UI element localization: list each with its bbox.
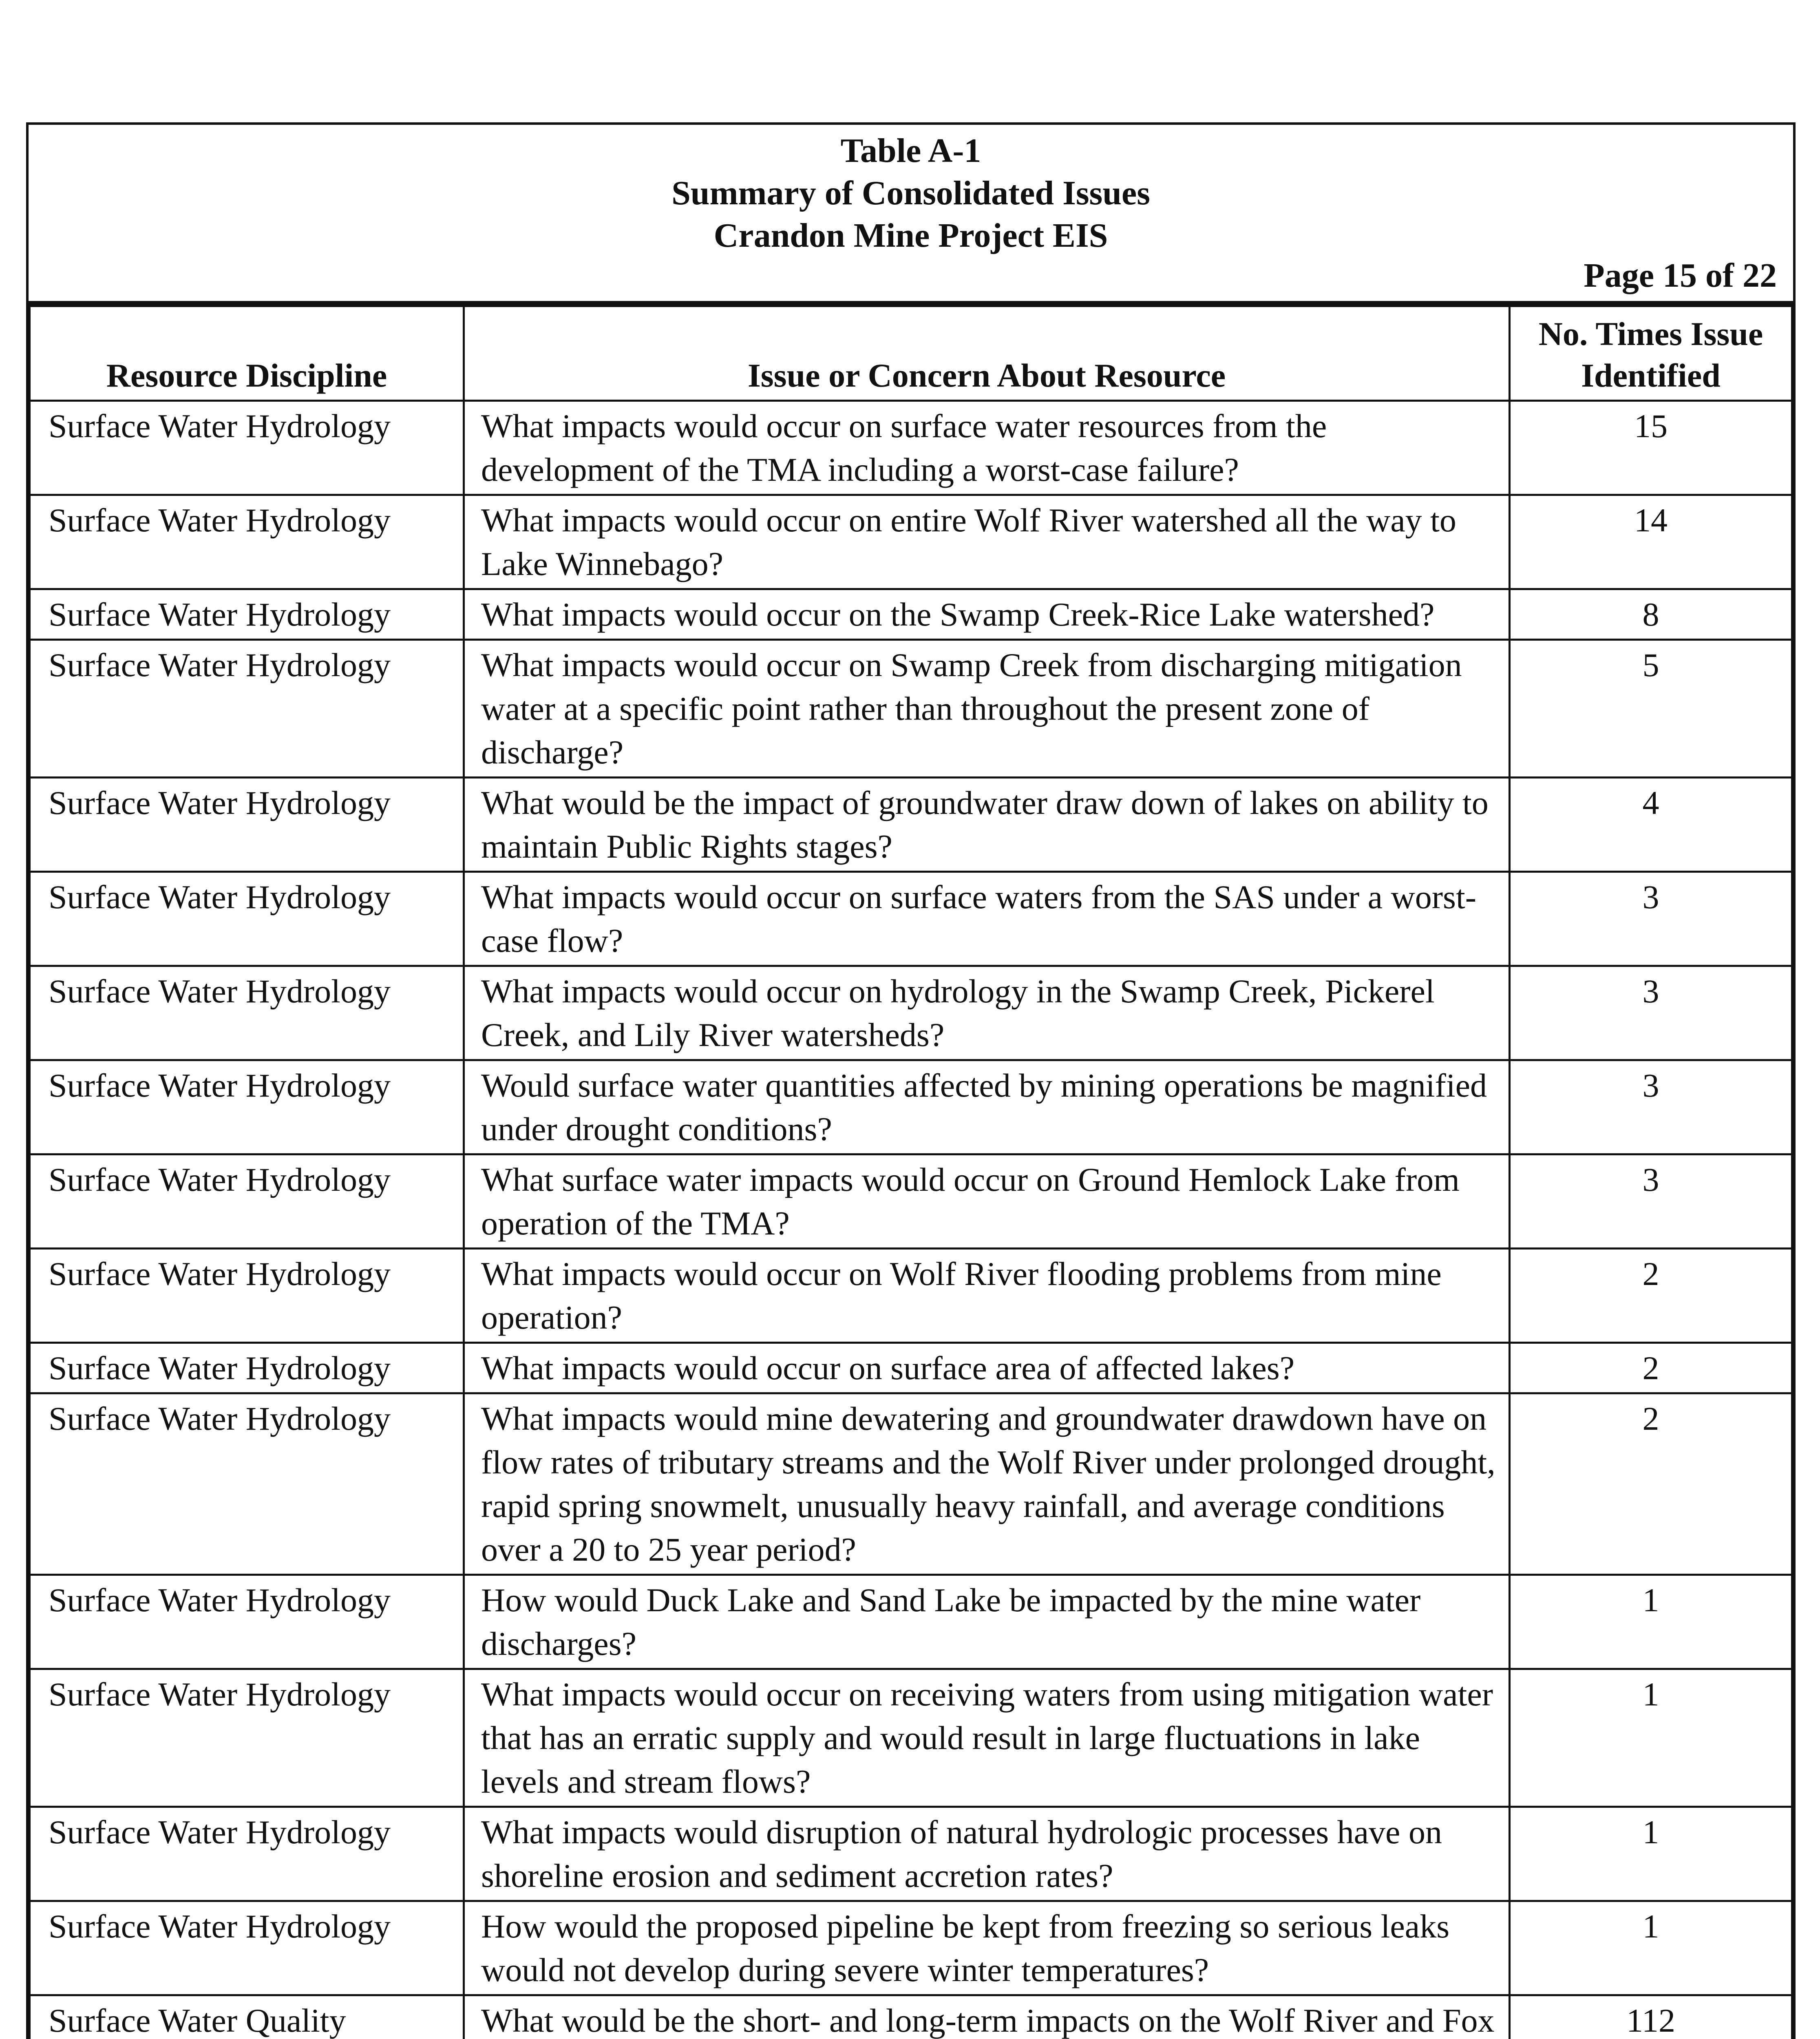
table-row — [30, 1575, 1792, 1669]
issues-table-frame — [26, 122, 1796, 2039]
discipline-cell: Surface Water Hydrology — [30, 1343, 464, 1393]
issue-cell: How would the proposed pipeline be kept from freezing so serious leaks would not develop during severe winter temperatures? — [464, 1901, 1510, 1995]
table-row — [30, 1669, 1792, 1807]
issue-cell: What impacts would occur on receiving waters from using mitigation water that has an erratic supply and would result in large fluctuations in lake levels and stream flows? — [464, 1669, 1510, 1807]
count-cell: 15 — [1510, 401, 1792, 495]
table-row — [30, 495, 1792, 589]
table-row — [30, 966, 1792, 1060]
discipline-cell: Surface Water Hydrology — [30, 1901, 464, 1995]
count-cell: 3 — [1510, 1154, 1792, 1249]
count-cell: 112 — [1510, 1995, 1792, 2039]
table-row — [30, 589, 1792, 640]
count-cell: 3 — [1510, 872, 1792, 966]
issue-cell: What impacts would occur on the Swamp Creek-Rice Lake watershed? — [464, 589, 1510, 640]
count-cell: 14 — [1510, 495, 1792, 589]
issue-cell: What impacts would occur on surface waters from the SAS under a worst-case flow? — [464, 872, 1510, 966]
issue-cell: Would surface water quantities affected by mining operations be magnified under drought conditions? — [464, 1060, 1510, 1154]
count-cell: 1 — [1510, 1669, 1792, 1807]
discipline-cell: Surface Water Quality — [30, 1995, 464, 2039]
discipline-cell: Surface Water Hydrology — [30, 966, 464, 1060]
count-cell: 2 — [1510, 1343, 1792, 1393]
discipline-cell: Surface Water Hydrology — [30, 1807, 464, 1901]
discipline-cell: Surface Water Hydrology — [30, 640, 464, 778]
discipline-cell: Surface Water Hydrology — [30, 778, 464, 872]
count-cell: 4 — [1510, 778, 1792, 872]
issue-cell: What impacts would occur on surface area of affected lakes? — [464, 1343, 1510, 1393]
discipline-cell: Surface Water Hydrology — [30, 1154, 464, 1249]
discipline-cell: Surface Water Hydrology — [30, 1669, 464, 1807]
issue-cell: What impacts would occur on hydrology in the Swamp Creek, Pickerel Creek, and Lily River watersheds? — [464, 966, 1510, 1060]
table-row — [30, 1901, 1792, 1995]
count-cell: 8 — [1510, 589, 1792, 640]
table-row — [30, 872, 1792, 966]
issues-table — [29, 305, 1793, 2039]
issue-cell: How would Duck Lake and Sand Lake be impacted by the mine water discharges? — [464, 1575, 1510, 1669]
count-cell: 2 — [1510, 1249, 1792, 1343]
table-row — [30, 1807, 1792, 1901]
discipline-cell: Surface Water Hydrology — [30, 1393, 464, 1575]
discipline-cell: Surface Water Hydrology — [30, 589, 464, 640]
table-row — [30, 778, 1792, 872]
discipline-cell: Surface Water Hydrology — [30, 495, 464, 589]
count-cell: 2 — [1510, 1393, 1792, 1575]
count-cell: 1 — [1510, 1901, 1792, 1995]
issue-cell: What surface water impacts would occur on Ground Hemlock Lake from operation of the TMA? — [464, 1154, 1510, 1249]
issue-cell: What impacts would occur on Swamp Creek from discharging mitigation water at a specific point rather than throughout the present zone of discharge? — [464, 640, 1510, 778]
discipline-cell: Surface Water Hydrology — [30, 1575, 464, 1669]
discipline-cell: Surface Water Hydrology — [30, 1060, 464, 1154]
header-times-identified: No. Times Issue Identified — [1510, 306, 1792, 401]
header-issue-or-concern: Issue or Concern About Resource — [464, 306, 1510, 401]
issue-cell: What would be the impact of groundwater draw down of lakes on ability to maintain Public Rights stages? — [464, 778, 1510, 872]
count-cell: 1 — [1510, 1807, 1792, 1901]
page-count: Page 15 of 22 — [1584, 257, 1777, 294]
table-number: Table A-1 — [840, 132, 981, 170]
count-cell: 1 — [1510, 1575, 1792, 1669]
table-header-row — [30, 306, 1792, 401]
issue-cell: What impacts would mine dewatering and groundwater drawdown have on flow rates of tributary streams and the Wolf River under prolonged drought, rapid spring snowmelt, unusually heavy rainfall, and average conditions over a 20 to 25 year period? — [464, 1393, 1510, 1575]
table-row — [30, 1249, 1792, 1343]
count-cell: 5 — [1510, 640, 1792, 778]
table-title-block — [29, 125, 1793, 305]
issue-cell: What impacts would disruption of natural hydrologic processes have on shoreline erosion and sediment accretion rates? — [464, 1807, 1510, 1901]
count-cell: 3 — [1510, 1060, 1792, 1154]
table-row — [30, 1154, 1792, 1249]
issue-cell: What would be the short- and long-term impacts on the Wolf River and Fox — [464, 1995, 1510, 2039]
discipline-cell: Surface Water Hydrology — [30, 872, 464, 966]
issue-cell: What impacts would occur on surface water resources from the development of the TMA including a worst-case failure? — [464, 401, 1510, 495]
table-subtitle: Crandon Mine Project EIS — [713, 217, 1108, 254]
table-row — [30, 1995, 1792, 2039]
table-row — [30, 1060, 1792, 1154]
table-row — [30, 1393, 1792, 1575]
discipline-cell: Surface Water Hydrology — [30, 1249, 464, 1343]
issue-cell: What impacts would occur on Wolf River flooding problems from mine operation? — [464, 1249, 1510, 1343]
table-row — [30, 401, 1792, 495]
table-row — [30, 1343, 1792, 1393]
table-row — [30, 640, 1792, 778]
count-cell: 3 — [1510, 966, 1792, 1060]
header-resource-discipline: Resource Discipline — [30, 306, 464, 401]
issue-cell: What impacts would occur on entire Wolf River watershed all the way to Lake Winnebago? — [464, 495, 1510, 589]
discipline-cell: Surface Water Hydrology — [30, 401, 464, 495]
table-title: Summary of Consolidated Issues — [671, 174, 1150, 212]
